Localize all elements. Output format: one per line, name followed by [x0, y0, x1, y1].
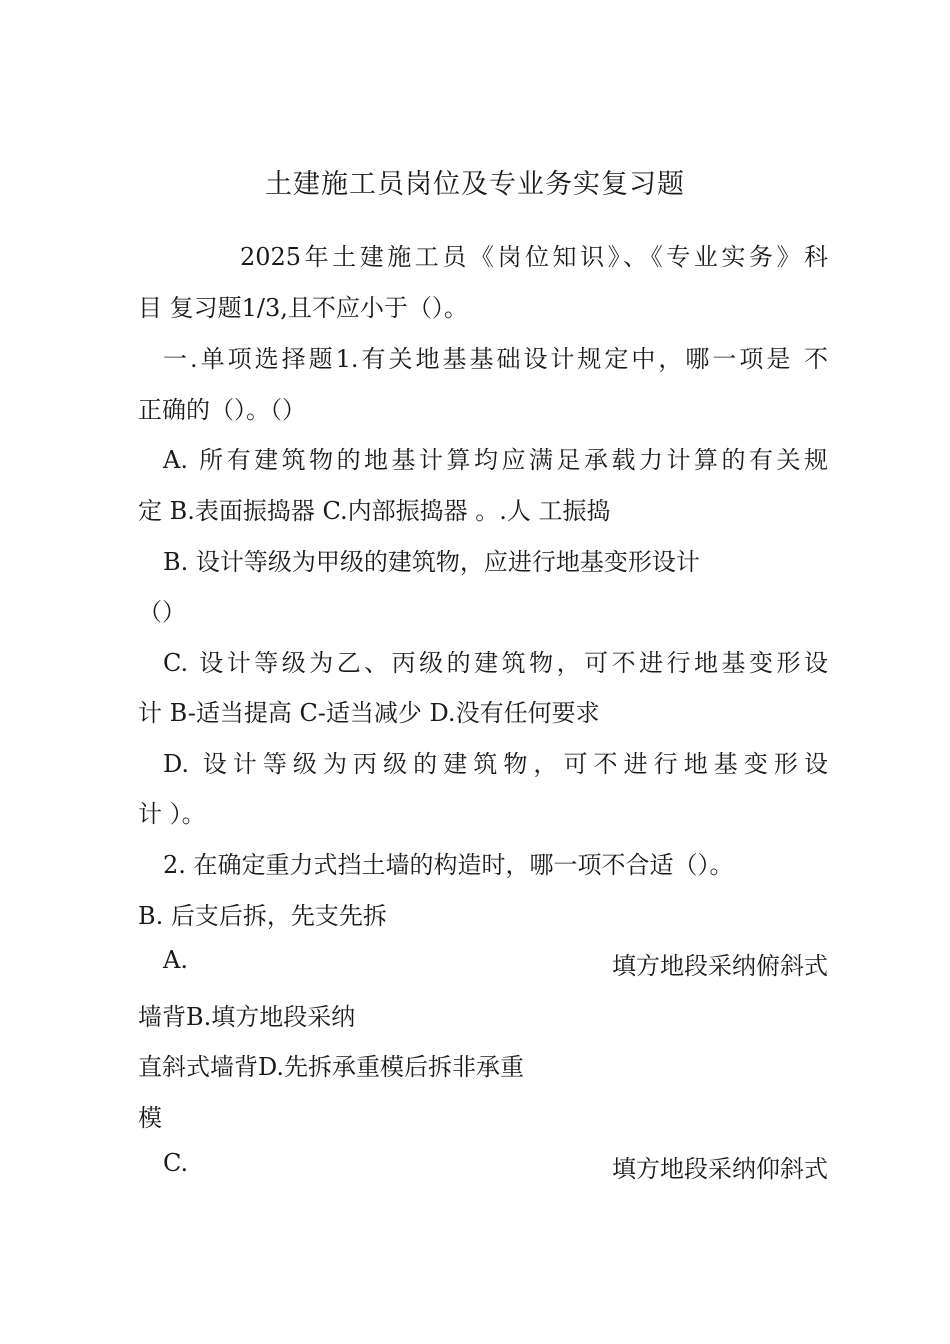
option-line: 墙背B.填方地段采纳 — [138, 1003, 356, 1031]
option-a-label: A. — [163, 946, 188, 974]
question-line: 正确的（）。（） — [138, 396, 306, 424]
option-a-row — [163, 946, 828, 981]
question-line: 2. 在确定重力式挡土墙的构造时，哪一项不合适（）。 — [163, 851, 734, 879]
option-c-label: C. — [163, 1149, 189, 1177]
option-line: （） — [138, 598, 186, 626]
option-line: 计 B-适当提高 C-适当减少 D.没有任何要求 — [138, 699, 600, 727]
option-c-text: 填方地段采纳仰斜式 — [612, 1155, 828, 1183]
option-line: A. 所有建筑物的地基计算均应满足承载力计算的有关规 — [163, 446, 828, 474]
option-line: C. 设计等级为乙、丙级的建筑物，可不进行地基变形设 — [163, 649, 828, 677]
paragraph-line: 目 复习题1/3,且不应小于（）。 — [138, 294, 468, 322]
option-line: B. 设计等级为甲级的建筑物，应进行地基变形设计 — [163, 548, 700, 576]
option-line: 模 — [138, 1104, 162, 1132]
option-a-text: 填方地段采纳俯斜式 — [612, 952, 828, 980]
option-line: 直斜式墙背D.先拆承重模后拆非承重 — [138, 1053, 525, 1081]
option-line: 计 ）。 — [138, 800, 206, 828]
option-c-row — [163, 1149, 828, 1184]
document-title: 土建施工员岗位及专业务实复习题 — [265, 169, 685, 200]
option-line: B. 后支后拆，先支先拆 — [138, 902, 387, 930]
option-line: 定 B.表面振捣器 C.内部振捣器 。.人 工振捣 — [138, 497, 611, 525]
paragraph-line: 2025年土建施工员《岗位知识》、《专业实务》科 — [240, 243, 828, 271]
question-line: 一.单项选择题1.有关地基基础设计规定中，哪一项是 不 — [163, 345, 828, 373]
option-line: D. 设计等级为丙级的建筑物，可不进行地基变形设 — [163, 750, 828, 778]
